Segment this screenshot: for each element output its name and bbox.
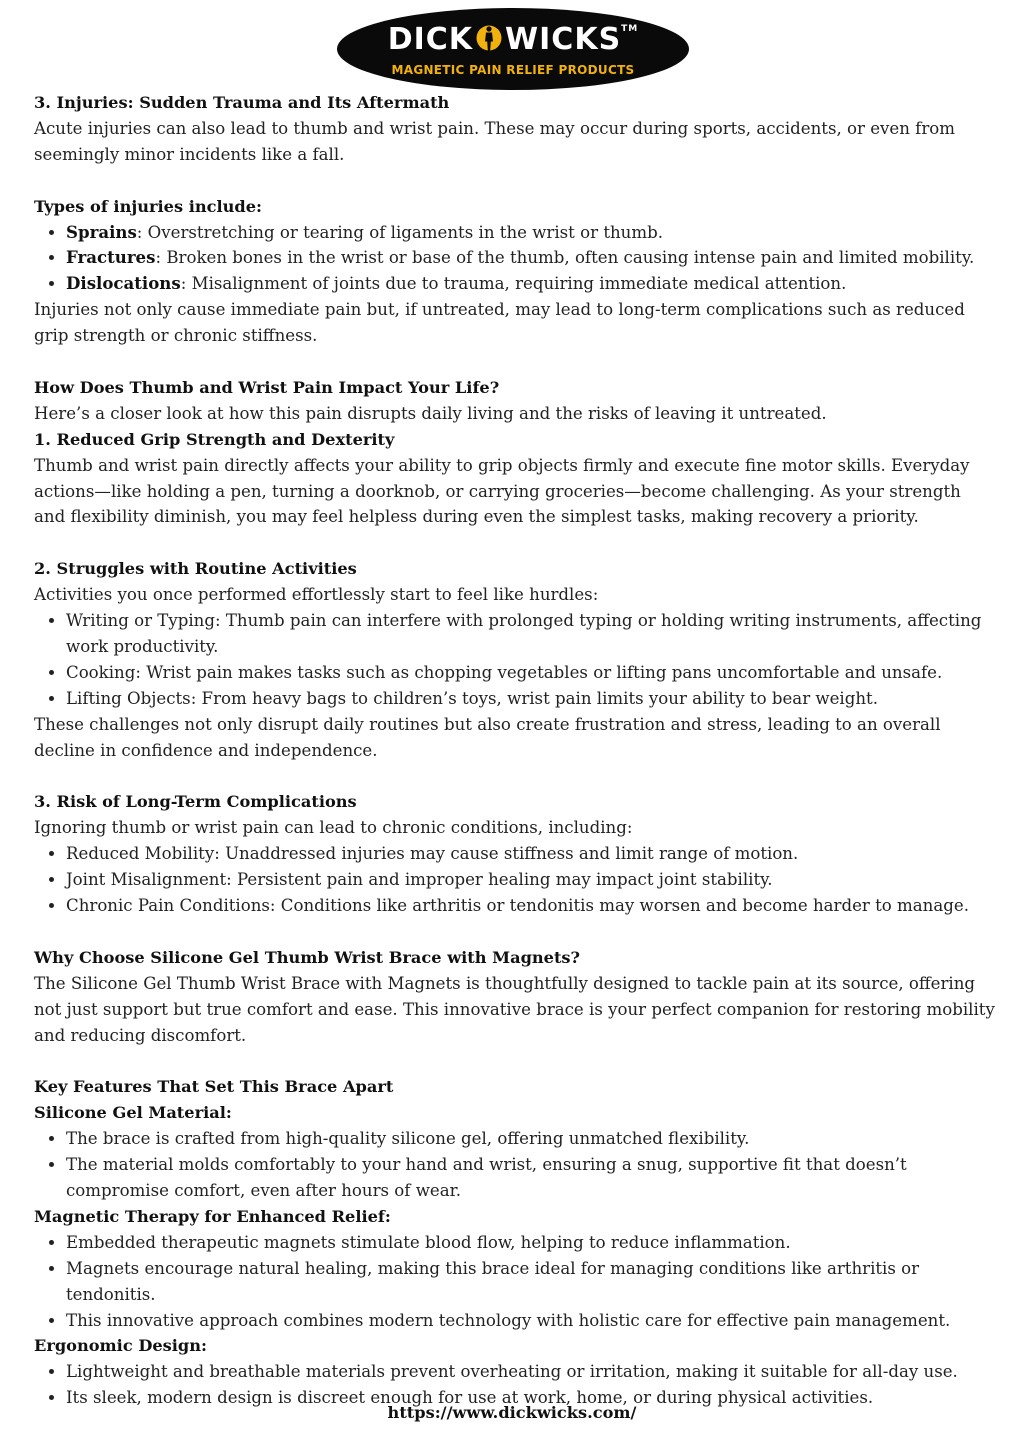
article-body <box>34 90 996 1411</box>
list-item: • Embedded therapeutic magnets stimulate blood flow, helping to reduce inflammation. <box>66 1230 996 1256</box>
routine-intro: Activities you once performed effortlessly start to feel like hurdles: <box>34 585 599 605</box>
list-item: • Writing or Typing: Thumb pain can interfere with prolonged typing or holding writing instruments, affecting work productivity. <box>66 608 996 660</box>
list-item: • The brace is crafted from high-quality silicone gel, offering unmatched flexibility. <box>66 1126 996 1152</box>
brand-logo <box>337 8 689 90</box>
list-item <box>66 245 996 271</box>
risk-heading: 3. Risk of Long-Term Complications <box>34 792 357 812</box>
why-heading: Why Choose Silicone Gel Thumb Wrist Brace with Magnets? <box>34 947 581 967</box>
logo-tagline: MAGNETIC PAIN RELIEF PRODUCTS <box>391 63 635 77</box>
injuries-outro: Injuries not only cause immediate pain but, if untreated, may lead to long-term complications such as reduced grip strength or chronic stiffness. <box>34 300 965 346</box>
injuries-intro: Acute injuries can also lead to thumb and wrist pain. These may occur during sports, accidents, or even from seemingly minor incidents like a fall. <box>34 118 955 164</box>
list-item-text: : Broken bones in the wrist or base of the thumb, often causing intense pain and limited mobility. <box>155 248 975 268</box>
list-item: • Joint Misalignment: Persistent pain and improper healing may impact joint stability. <box>66 867 996 893</box>
list-item: • This innovative approach combines modern technology with holistic care for effective pain management. <box>66 1308 996 1334</box>
spacer <box>34 349 996 375</box>
spacer <box>34 1048 996 1074</box>
silicone-list <box>34 1126 996 1204</box>
person-figure-icon <box>476 23 502 53</box>
spacer <box>34 919 996 945</box>
impact-intro: Here’s a closer look at how this pain disrupts daily living and the risks of leaving it untreated. <box>34 403 827 423</box>
footer-url-link[interactable]: https://www.dickwicks.com/ <box>387 1403 637 1422</box>
list-item: • Magnets encourage natural healing, making this brace ideal for managing conditions like arthritis or tendonitis. <box>66 1256 996 1308</box>
trademark-mark: TM <box>621 24 639 34</box>
routine-outro: These challenges not only disrupt daily routines but also create frustration and stress, leading to an overall decline in confidence and independence. <box>34 714 941 760</box>
spacer <box>34 764 996 790</box>
impact-heading: How Does Thumb and Wrist Pain Impact Your Life? <box>34 377 500 397</box>
logo-text-right: WICKS <box>505 22 622 57</box>
list-item: • Chronic Pain Conditions: Conditions like arthritis or tendonitis may worsen and become harder to manage. <box>66 893 996 919</box>
magnetic-heading: Magnetic Therapy for Enhanced Relief: <box>34 1206 391 1226</box>
logo-text-left: DICK <box>387 22 474 57</box>
routine-list <box>34 608 996 712</box>
list-item-text: : Overstretching or tearing of ligaments in the wrist or thumb. <box>136 222 664 242</box>
list-item: • The material molds comfortably to your hand and wrist, ensuring a snug, supportive fit that doesn’t compromise comfort, even after hours of wear. <box>66 1152 996 1204</box>
list-item: • Cooking: Wrist pain makes tasks such as chopping vegetables or lifting pans uncomfortable and unsafe. <box>66 660 996 686</box>
logo-wordmark <box>337 22 689 57</box>
list-item: • Reduced Mobility: Unaddressed injuries may cause stiffness and limit range of motion. <box>66 841 996 867</box>
why-text: The Silicone Gel Thumb Wrist Brace with Magnets is thoughtfully designed to tackle pain at its source, offering not just support but true comfort and ease. This innovative brace is your perfect companion for restoring mobility and reducing discomfort. <box>34 973 995 1045</box>
list-item-term: Dislocations <box>66 273 181 294</box>
grip-text: Thumb and wrist pain directly affects your ability to grip objects firmly and execute fine motor skills. Everyday actions—like holding a pen, turning a doorknob, or carrying groceries—become challenging. As your strength and flexibility diminish, you may feel helpless during even the simplest tasks, making recovery a priority. <box>34 455 970 527</box>
spacer <box>34 530 996 556</box>
grip-heading: 1. Reduced Grip Strength and Dexterity <box>34 429 395 449</box>
injuries-heading: 3. Injuries: Sudden Trauma and Its Aftermath <box>34 93 450 112</box>
list-item-term: Sprains <box>66 221 137 242</box>
magnetic-list <box>34 1230 996 1334</box>
list-item: • Lightweight and breathable materials prevent overheating or irritation, making it suitable for all-day use. <box>66 1359 996 1385</box>
risk-list <box>34 841 996 919</box>
list-item: • Its sleek, modern design is discreet enough for use at work, home, or during physical activities. <box>66 1385 996 1411</box>
list-item <box>66 220 996 246</box>
features-heading: Key Features That Set This Brace Apart <box>34 1077 394 1097</box>
list-item <box>66 271 996 297</box>
list-item-term: Fractures <box>66 247 156 268</box>
list-item-text: : Misalignment of joints due to trauma, requiring immediate medical attention. <box>180 274 847 294</box>
injury-types-list <box>34 220 996 298</box>
ergonomic-heading: Ergonomic Design: <box>34 1336 207 1356</box>
spacer <box>34 168 996 194</box>
list-item: • Lifting Objects: From heavy bags to children’s toys, wrist pain limits your ability to bear weight. <box>66 686 996 712</box>
risk-intro: Ignoring thumb or wrist pain can lead to chronic conditions, including: <box>34 818 633 838</box>
silicone-heading: Silicone Gel Material: <box>34 1103 232 1123</box>
injury-types-heading: Types of injuries include: <box>34 196 262 216</box>
routine-heading: 2. Struggles with Routine Activities <box>34 559 357 579</box>
